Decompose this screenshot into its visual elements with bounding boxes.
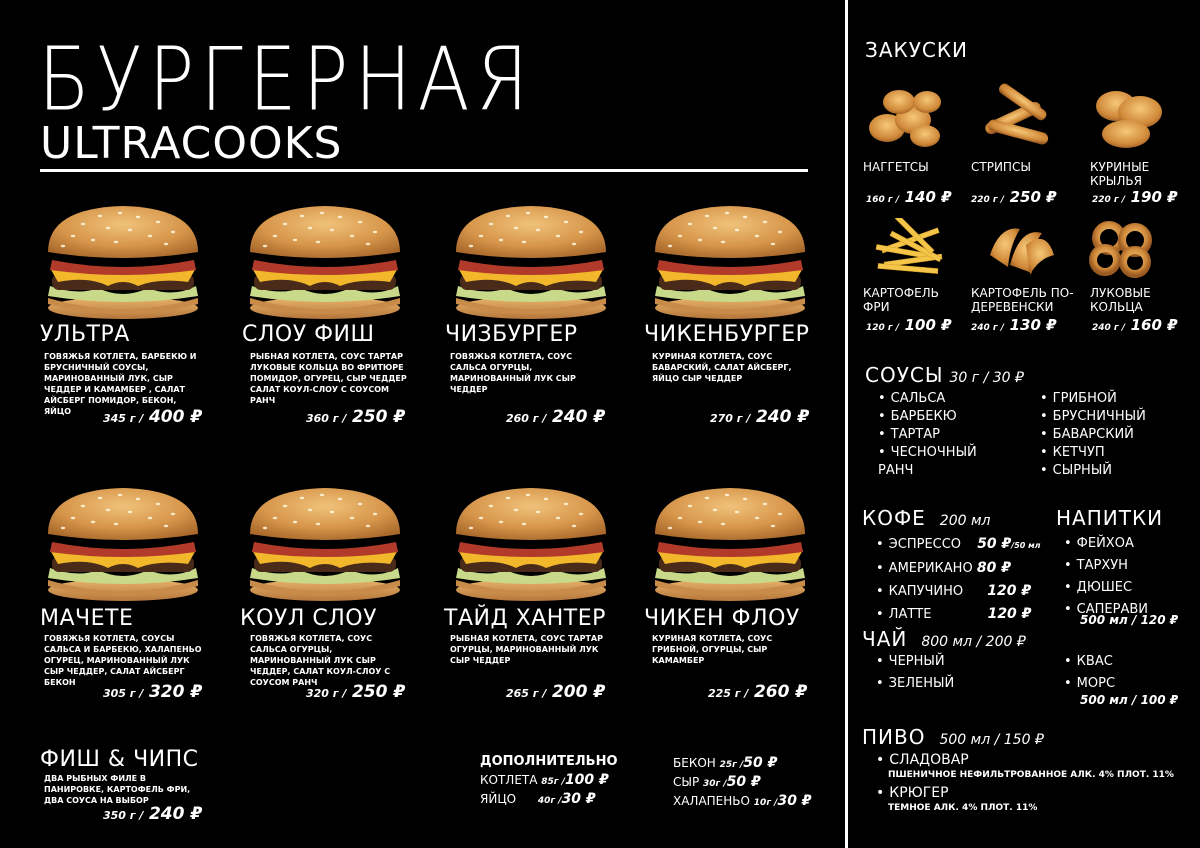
- burger-name: ТАЙД ХАНТЕР: [444, 606, 606, 631]
- snack-price: 240 г / 160 ₽: [1092, 316, 1178, 334]
- coffee-list: • ЭСПРЕССО 50 ₽/50 мл • АМЕРИКАНО 80 ₽ • КАПУЧИНО 120 ₽ • ЛАТТЕ 120 ₽: [876, 533, 1041, 626]
- burger-desc: РЫБНАЯ КОТЛЕТА, СОУС ТАРТАР ОГУРЦЫ, МАРИНОВАННЫЙ ЛУК СЫР ЧЕДДЕР: [450, 634, 603, 665]
- burger-desc: ГОВЯЖЬЯ КОТЛЕТА, СОУС САЛЬСА ОГУРЦЫ, МАРИНОВАННЫЙ ЛУК СЫР ЧЕДДЕР: [450, 352, 576, 394]
- burger-image: [645, 200, 815, 320]
- menu-item-chickenburger[interactable]: [645, 200, 815, 324]
- burger-desc: ГОВЯЖЬЯ КОТЛЕТА, СОУСЫ САЛЬСА И БАРБЕКЮ, ХАЛАПЕНЬО ОГУРЕЦ, МАРИНОВАННЫЙ ЛУК СЫР ЧЕДДЕР, САЛАТ АЙСБЕРГ БЕКОН: [44, 634, 202, 687]
- drinks-price: 500 мл / 120 ₽: [1080, 613, 1179, 627]
- snack-price: 220 г / 250 ₽: [971, 188, 1057, 206]
- cold-drinks-list: • КВАС • МОРС: [1064, 651, 1115, 695]
- burger-desc: КУРИНАЯ КОТЛЕТА, СОУС БАВАРСКИЙ, САЛАТ АЙСБЕРГ, ЯЙЦО СЫР ЧЕДДЕР: [652, 352, 792, 383]
- strips-image: [975, 82, 1055, 152]
- burger-name: ЧИКЕНБУРГЕР: [644, 322, 810, 347]
- burger-price: 265 г / 200 ₽: [506, 682, 606, 702]
- sauces-left-list: • САЛЬСА • БАРБЕКЮ • ТАРТАР • ЧЕСНОЧНЫЙ РАНЧ: [878, 390, 988, 480]
- burger-desc: ГОВЯЖЬЯ КОТЛЕТА, БАРБЕКЮ И БРУСНИЧНЫЙ СОУСЫ, МАРИНОВАННЫЙ ЛУК, СЫР ЧЕДДЕР И КАМАМБЕР , САЛАТ АЙСБЕРГ ПОМИДОР, БЕКОН, ЯЙЦО: [44, 352, 197, 416]
- onion-rings-image: [1083, 216, 1163, 280]
- burger-name: ЧИЗБУРГЕР: [445, 322, 578, 347]
- brand-rule: [40, 169, 808, 172]
- sauces-title: СОУСЫ 30 г / 30 ₽: [865, 363, 1024, 387]
- burger-name: СЛОУ ФИШ: [242, 322, 375, 347]
- snack-price: 120 г / 100 ₽: [866, 316, 952, 334]
- snack-name: СТРИПСЫ: [971, 160, 1031, 174]
- column-divider: [845, 0, 848, 848]
- extras-left: КОТЛЕТА 85г /100 ₽ ЯЙЦО 40г /30 ₽: [480, 772, 609, 807]
- snack-price: 240 г / 130 ₽: [971, 316, 1057, 334]
- burger-price: 225 г / 260 ₽: [708, 682, 808, 702]
- burger-name: ЧИКЕН ФЛОУ: [644, 606, 800, 631]
- fish-chips-desc: ДВА РЫБНЫХ ФИЛЕ В ПАНИРОВКЕ, КАРТОФЕЛЬ ФРИ, ДВА СОУСА НА ВЫБОР: [44, 774, 191, 805]
- menu-item-cheeseburger[interactable]: [446, 200, 616, 324]
- brand-title: БУРГЕРНАЯ: [38, 27, 535, 131]
- wedges-image: [980, 215, 1060, 281]
- snack-price: 220 г / 190 ₽: [1092, 188, 1178, 206]
- burger-image: [645, 482, 815, 602]
- burger-price: 305 г / 320 ₽: [103, 682, 203, 702]
- menu-item-ultra[interactable]: [38, 200, 208, 324]
- coffee-title: КОФЕ 200 мл: [862, 506, 991, 530]
- extras-right: БЕКОН 25г /50 ₽ СЫР 30г /50 ₽ ХАЛАПЕНЬО 10г /30 ₽: [673, 755, 812, 809]
- burger-image: [446, 200, 616, 320]
- drinks-list: • ФЕЙХОА • ТАРХУН • ДЮШЕС • САПЕРАВИ: [1064, 533, 1148, 621]
- burger-image: [38, 200, 208, 320]
- burger-image: [240, 482, 410, 602]
- snacks-title: ЗАКУСКИ: [865, 38, 969, 62]
- burger-desc: КУРИНАЯ КОТЛЕТА, СОУС ГРИБНОЙ, ОГУРЦЫ, СЫР КАМАМБЕР: [652, 634, 773, 665]
- burger-image: [446, 482, 616, 602]
- burger-price: 270 г / 240 ₽: [710, 407, 810, 427]
- beer-list: • СЛАДОВАР ПШЕНИЧНОЕ НЕФИЛЬТРОВАННОЕ АЛК. 4% ПЛОТ. 11% • КРЮГЕР ТЕМНОЕ АЛК. 4% ПЛОТ. 11%: [876, 752, 1174, 814]
- burger-desc: РЫБНАЯ КОТЛЕТА, СОУС ТАРТАР ЛУКОВЫЕ КОЛЬЦА ВО ФРИТЮРЕ ПОМИДОР, ОГУРЕЦ, СЫР ЧЕДДЕР САЛАТ КОУЛ-СЛОУ С СОУСОМ РАНЧ: [250, 352, 407, 405]
- cold-drinks-price: 500 мл / 100 ₽: [1080, 693, 1179, 707]
- snack-price: 160 г / 140 ₽: [866, 188, 952, 206]
- menu-item-machete[interactable]: [38, 482, 208, 606]
- menu-item-tide-hunter[interactable]: [446, 482, 616, 606]
- beer-title: ПИВО 500 мл / 150 ₽: [862, 725, 1044, 749]
- brand-subtitle: ULTRACOOKS: [40, 118, 343, 169]
- snack-name: КАРТОФЕЛЬ ФРИ: [863, 286, 939, 314]
- burger-price: 360 г / 250 ₽: [306, 407, 406, 427]
- burger-price: 345 г / 400 ₽: [103, 407, 203, 427]
- snack-name: КУРИНЫЕ КРЫЛЬЯ: [1090, 160, 1150, 188]
- burger-price: 260 г / 240 ₽: [506, 407, 606, 427]
- menu-item-slow-fish[interactable]: [240, 200, 410, 324]
- fish-chips-name: ФИШ & ЧИПС: [40, 747, 199, 772]
- extras-title: ДОПОЛНИТЕЛЬНО: [480, 754, 618, 769]
- tea-title: ЧАЙ 800 мл / 200 ₽: [862, 627, 1026, 651]
- drinks-title: НАПИТКИ: [1056, 506, 1164, 530]
- wings-image: [1088, 82, 1168, 152]
- burger-name: КОУЛ СЛОУ: [240, 606, 378, 631]
- menu-item-coleslaw[interactable]: [240, 482, 410, 606]
- burger-image: [38, 482, 208, 602]
- burger-desc: ГОВЯЖЬЯ КОТЛЕТА, СОУС САЛЬСА ОГУРЦЫ, МАРИНОВАННЫЙ ЛУК СЫР ЧЕДДЕР, САЛАТ КОУЛ-СЛОУ С СОУСОМ РАНЧ: [250, 634, 391, 687]
- burger-name: УЛЬТРА: [40, 322, 130, 347]
- fish-chips-price: 350 г / 240 ₽: [103, 804, 203, 824]
- snack-name: НАГГЕТСЫ: [863, 160, 929, 174]
- nuggets-image: [865, 80, 945, 152]
- snack-name: КАРТОФЕЛЬ ПО-ДЕРЕВЕНСКИ: [971, 286, 1074, 314]
- fries-image: [870, 218, 950, 282]
- burger-name: МАЧЕТЕ: [40, 606, 134, 631]
- burger-price: 320 г / 250 ₽: [306, 682, 406, 702]
- menu-item-chicken-flow[interactable]: [645, 482, 815, 606]
- sauces-right-list: • ГРИБНОЙ • БРУСНИЧНЫЙ • БАВАРСКИЙ • КЕТЧУП • СЫРНЫЙ: [1040, 390, 1146, 480]
- tea-list: • ЧЕРНЫЙ • ЗЕЛЕНЫЙ: [876, 651, 954, 695]
- snack-name: ЛУКОВЫЕ КОЛЬЦА: [1090, 286, 1151, 314]
- burger-image: [240, 200, 410, 320]
